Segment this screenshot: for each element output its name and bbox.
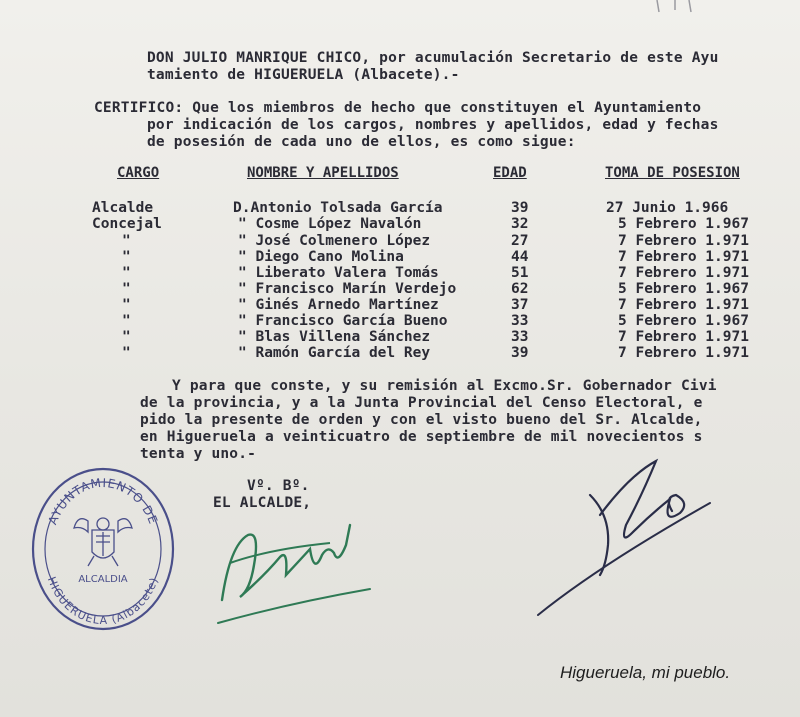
cell-cargo: " [122,249,131,265]
header-toma: TOMA DE POSESION [605,165,740,181]
cell-nombre: " Blas Villena Sánchez [238,329,431,345]
cell-cargo: Concejal [92,216,162,232]
ayuntamiento-seal [30,466,176,632]
cell-toma: 7 Febrero 1.971 [618,265,749,281]
cell-nombre: " Diego Cano Molina [238,249,404,265]
cell-toma: 7 Febrero 1.971 [618,345,749,361]
cell-edad: 39 [511,345,529,361]
vobo-text: Vº. Bº. [247,478,310,494]
closing-line-5: tenta y uno.- [140,446,257,462]
cell-toma: 5 Febrero 1.967 [618,216,749,232]
cell-cargo: " [122,329,131,345]
closing-line-3: pido la presente de orden y con el visto bueno del Sr. Alcalde, [140,412,703,428]
table-row [0,249,800,266]
cell-toma: 5 Febrero 1.967 [618,313,749,329]
cell-nombre: " Ginés Arnedo Martínez [238,297,439,313]
photo-caption: Higueruela, mi pueblo. [560,663,731,682]
closing-line-1: Y para que conste, y su remisión al Excmo.Sr. Gobernador Civi [172,378,717,394]
table-row [0,265,800,282]
cell-nombre: D.Antonio Tolsada García [233,200,443,216]
closing-line-2: de la provincia, y a la Junta Provincial del Censo Electoral, e [140,395,703,411]
heading-line-2: tamiento de HIGUERUELA (Albacete).- [147,67,460,83]
cell-edad: 51 [511,265,529,281]
coat-of-arms-icon [74,518,132,566]
cell-edad: 37 [511,297,529,313]
cell-nombre: " Francisco Marín Verdejo [238,281,457,297]
cell-cargo: " [122,281,131,297]
alcalde-signature [210,505,380,630]
cell-nombre: " Cosme López Navalón [238,216,422,232]
cell-nombre: " Francisco García Bueno [238,313,448,329]
table-row [0,200,800,217]
certifico-line-3: de posesión de cada uno de ellos, es como sigue: [147,134,576,150]
certifico-line-2: por indicación de los cargos, nombres y apellidos, edad y fechas [147,117,719,133]
cell-cargo: " [122,233,131,249]
seal-ring-top: AYUNTAMIENTO DE [45,475,161,527]
cell-toma: 7 Febrero 1.971 [618,233,749,249]
cell-toma: 27 Junio 1.966 [606,200,729,216]
cell-edad: 33 [511,313,529,329]
cell-cargo: " [122,345,131,361]
secretario-signature [530,455,720,620]
table-row [0,216,800,233]
header-nombre: NOMBRE Y APELLIDOS [247,165,399,181]
cell-cargo: " [122,313,131,329]
cell-edad: 33 [511,329,529,345]
cell-edad: 62 [511,281,529,297]
cell-cargo: Alcalde [92,200,154,216]
header-cargo: CARGO [117,165,160,181]
certifico-line-1: CERTIFICO: Que los miembros de hecho que constituyen el Ayuntamiento [94,100,702,116]
cell-nombre: " Liberato Valera Tomás [238,265,439,281]
table-row [0,313,800,330]
seal-center-text: ALCALDIA [78,574,128,585]
table-row [0,281,800,298]
table-row [0,297,800,314]
table-row [0,345,800,362]
cell-edad: 27 [511,233,529,249]
cell-edad: 39 [511,200,529,216]
cell-cargo: " [122,297,131,313]
el-alcalde-text: EL ALCALDE, [213,495,312,511]
seal-ring-bottom: HIGUERUELA (Albacete) [44,574,162,628]
cell-toma: 7 Febrero 1.971 [618,249,749,265]
top-edge-mark [655,0,715,14]
cell-cargo: " [122,265,131,281]
table-row [0,329,800,346]
cell-edad: 32 [511,216,529,232]
cell-nombre: " José Colmenero López [238,233,431,249]
cell-nombre: " Ramón García del Rey [238,345,431,361]
heading-line-1: DON JULIO MANRIQUE CHICO, por acumulación Secretario de este Ayu [147,50,719,66]
cell-toma: 7 Febrero 1.971 [618,329,749,345]
table-row [0,233,800,250]
header-edad: EDAD [493,165,527,181]
cell-edad: 44 [511,249,529,265]
closing-line-4: en Higueruela a veinticuatro de septiembre de mil novecientos s [140,429,703,445]
cell-toma: 5 Febrero 1.967 [618,281,749,297]
cell-toma: 7 Febrero 1.971 [618,297,749,313]
